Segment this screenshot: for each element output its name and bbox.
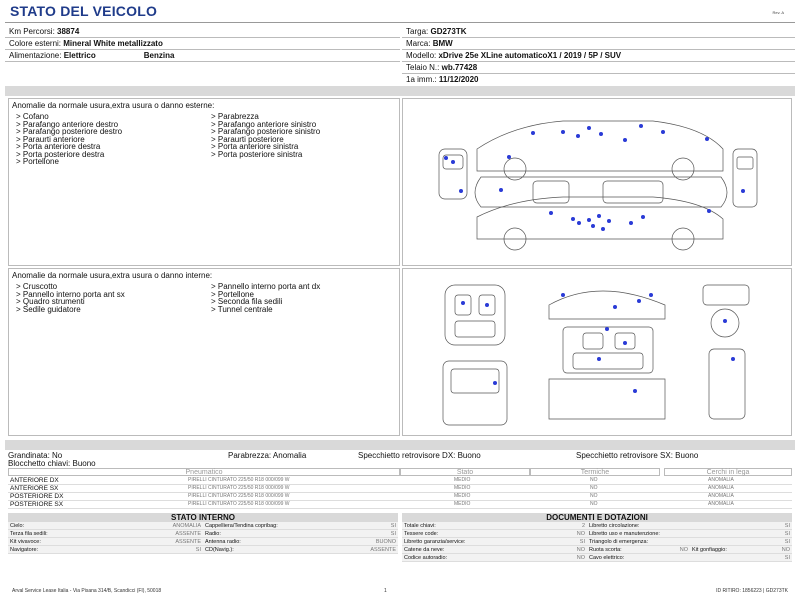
damage-dot	[444, 156, 448, 160]
section-band	[5, 86, 795, 96]
parabrezza-text: Parabrezza: Anomalia	[228, 451, 307, 460]
stato-interno-cell: Antenna radio: BUONO	[205, 539, 396, 545]
damage-dot	[591, 224, 595, 228]
targa-row: Targa: GD273TK	[402, 26, 795, 38]
damage-dot	[623, 341, 627, 345]
list-item: > Pannello interno porta ant dx	[211, 282, 321, 291]
damage-dot	[499, 188, 503, 192]
damage-dot	[649, 293, 653, 297]
damage-dot	[605, 327, 609, 331]
documenti-cell: Cavo elettrico: SI	[589, 555, 790, 561]
documenti-panel	[402, 513, 792, 569]
table-row: POSTERIORE SX PIRELLI CINTURATO 225/50 R18 000/099 W MEDIO NO ANOMALIA	[8, 501, 792, 509]
damage-dot	[531, 131, 535, 135]
table-row: POSTERIORE DX PIRELLI CINTURATO 225/50 R18 000/099 W MEDIO NO ANOMALIA	[8, 493, 792, 501]
list-item: > Parafango anteriore sinistro	[211, 119, 317, 129]
damage-dot	[741, 189, 745, 193]
modello-row: Modello: xDrive 25e XLine automaticoX1 / 2019 / 5P / SUV	[402, 50, 795, 62]
damage-dot	[597, 357, 601, 361]
documenti-cell: Tessere code: NO	[404, 531, 585, 537]
alimentazione-row: Alimentazione: Elettrico Benzina	[5, 50, 400, 62]
documenti-cell: Totale chiavi: 2	[404, 523, 585, 529]
damage-dot	[599, 132, 603, 136]
stato-interno-cell: Navigatore: SI	[10, 547, 201, 553]
damage-dot	[493, 381, 497, 385]
damage-dot	[705, 137, 709, 141]
documenti-cell: Libretto circolazione: SI	[589, 523, 790, 529]
list-item: > Porta anteriore sinistra	[211, 142, 299, 151]
damage-dot	[561, 130, 565, 134]
specchietto-dx-text: Specchietto retrovisore DX: Buono	[358, 451, 481, 460]
damage-dot	[587, 126, 591, 130]
footer-id: ID RITIRO: 1856223 | GD273TK	[716, 588, 788, 594]
list-item: > Porta posteriore destra	[16, 149, 105, 159]
stato-interno-cell: Terza fila sedili: ASSENTE	[10, 531, 201, 537]
documenti-title: DOCUMENTI E DOTAZIONI	[402, 513, 792, 522]
documenti-cell: Triangolo di emergenza: SI	[589, 539, 790, 545]
page-title: STATO DEL VEICOLO	[10, 3, 158, 19]
list-item: > Portellone	[16, 157, 59, 166]
damage-dot	[731, 357, 735, 361]
damage-dot	[577, 221, 581, 225]
list-item: > Porta posteriore sinistra	[211, 149, 303, 159]
internal-title: Anomalie da normale usura,extra usura o danno interne:	[12, 271, 213, 280]
damage-dot	[623, 138, 627, 142]
external-car-diagram	[402, 98, 792, 266]
documenti-cell: Ruota scorta: NO	[589, 547, 688, 553]
table-row: ANTERIORE DX PIRELLI CINTURATO 225/50 R18 000/099 W MEDIO NO ANOMALIA	[8, 477, 792, 485]
blocchetto-text: Blocchetto chiavi: Buono	[8, 459, 96, 468]
list-item: > Parafango posteriore destro	[16, 127, 123, 136]
car-exterior-drawing	[403, 99, 791, 265]
car-interior-drawing	[403, 269, 791, 435]
documenti-cell: Libretto garanzia/service: SI	[404, 539, 585, 545]
tyre-header: Pneumatico	[8, 468, 400, 476]
damage-dot	[601, 227, 605, 231]
external-list-left	[16, 113, 122, 166]
marca-row: Marca: BMW	[402, 38, 795, 50]
specchietto-sx-text: Specchietto retrovisore SX: Buono	[576, 451, 699, 460]
tyres-table	[8, 468, 792, 510]
stato-interno-cell: Radio: SI	[205, 531, 396, 537]
internal-car-diagram	[402, 268, 792, 436]
vehicle-info-right	[402, 26, 795, 86]
damage-dot	[613, 305, 617, 309]
damage-dot	[561, 293, 565, 297]
list-item: > Cruscotto	[16, 282, 58, 291]
damage-dot	[639, 124, 643, 128]
damage-dot	[707, 209, 711, 213]
list-item: > Cofano	[16, 112, 49, 121]
list-item: > Tunnel centrale	[211, 304, 273, 314]
list-item: > Seconda fila sedili	[211, 297, 283, 306]
damage-dot	[637, 299, 641, 303]
stato-interno-cell: Cielo: ANOMALIA	[10, 523, 201, 529]
list-item: > Parabrezza	[211, 112, 259, 121]
revision-label: Rev. A	[772, 10, 784, 15]
header-divider	[5, 22, 795, 23]
damage-dot	[633, 389, 637, 393]
list-item: > Parafango anteriore destro	[16, 119, 119, 129]
documenti-cell: Libretto uso e manutenzione: SI	[589, 531, 790, 537]
damage-dot	[507, 155, 511, 159]
damage-dot	[641, 215, 645, 219]
documenti-cell: Catene da neve: NO	[404, 547, 585, 553]
damage-dot	[607, 219, 611, 223]
list-item: > Porta anteriore destra	[16, 142, 101, 151]
damage-dot	[576, 134, 580, 138]
cerchi-header: Cerchi in lega	[664, 468, 792, 476]
damage-dot	[459, 189, 463, 193]
damage-dot	[661, 130, 665, 134]
damage-dot	[485, 303, 489, 307]
stato-interno-panel	[8, 513, 398, 561]
telaio-row: Telaio N.: wb.77428	[402, 62, 795, 74]
internal-list-right	[211, 283, 320, 313]
list-item: > Pannello interno porta ant sx	[16, 289, 125, 299]
internal-damage-panel	[8, 268, 400, 436]
km-row: Km Percorsi: 38874	[5, 26, 400, 38]
list-item: > Sedile guidatore	[16, 304, 81, 314]
damage-dot	[549, 211, 553, 215]
external-title: Anomalie da normale usura,extra usura o danno esterne:	[12, 101, 215, 110]
list-item: > Quadro strumenti	[16, 297, 85, 306]
section-band-2	[5, 440, 795, 450]
footer-company: Arval Service Lease Italia - Via Pisana 314/B, Scandicci (FI), 50018	[12, 588, 162, 594]
vehicle-info-left	[5, 26, 400, 62]
stato-header: Stato	[400, 468, 530, 476]
list-item: > Paraurti posteriore	[211, 134, 284, 144]
termiche-header: Termiche	[530, 468, 660, 476]
damage-dot	[571, 217, 575, 221]
damage-dot	[451, 160, 455, 164]
stato-interno-title: STATO INTERNO	[8, 513, 398, 522]
damage-dot	[597, 214, 601, 218]
damage-dot	[461, 301, 465, 305]
internal-list-left	[16, 283, 125, 313]
table-row: ANTERIORE SX PIRELLI CINTURATO 225/50 R18 000/099 W MEDIO NO ANOMALIA	[8, 485, 792, 493]
external-list-right	[211, 113, 320, 158]
grandinata-text: Grandinata: No	[8, 451, 63, 460]
list-item: > Paraurti anteriore	[16, 134, 85, 144]
damage-dot	[723, 319, 727, 323]
stato-interno-cell: Kit vivavoce: ASSENTE	[10, 539, 201, 545]
external-damage-panel	[8, 98, 400, 266]
documenti-cell: Kit gonfiaggio: NO	[692, 547, 790, 553]
damage-dot	[629, 221, 633, 225]
stato-interno-cell: Cappelliera/Tendina copribag: SI	[205, 523, 396, 529]
footer-page: 1	[384, 588, 387, 594]
damage-dot	[587, 218, 591, 222]
list-item: > Parafango posteriore sinistro	[211, 127, 321, 136]
list-item: > Portellone	[211, 289, 254, 299]
immatricolazione-row: 1a imm.: 11/12/2020	[406, 75, 479, 84]
documenti-cell: Codice autoradio: NO	[404, 555, 585, 561]
colore-row: Colore esterni: Mineral White metallizzato	[5, 38, 400, 50]
stato-interno-cell: CD(Navig.): ASSENTE	[205, 547, 396, 553]
